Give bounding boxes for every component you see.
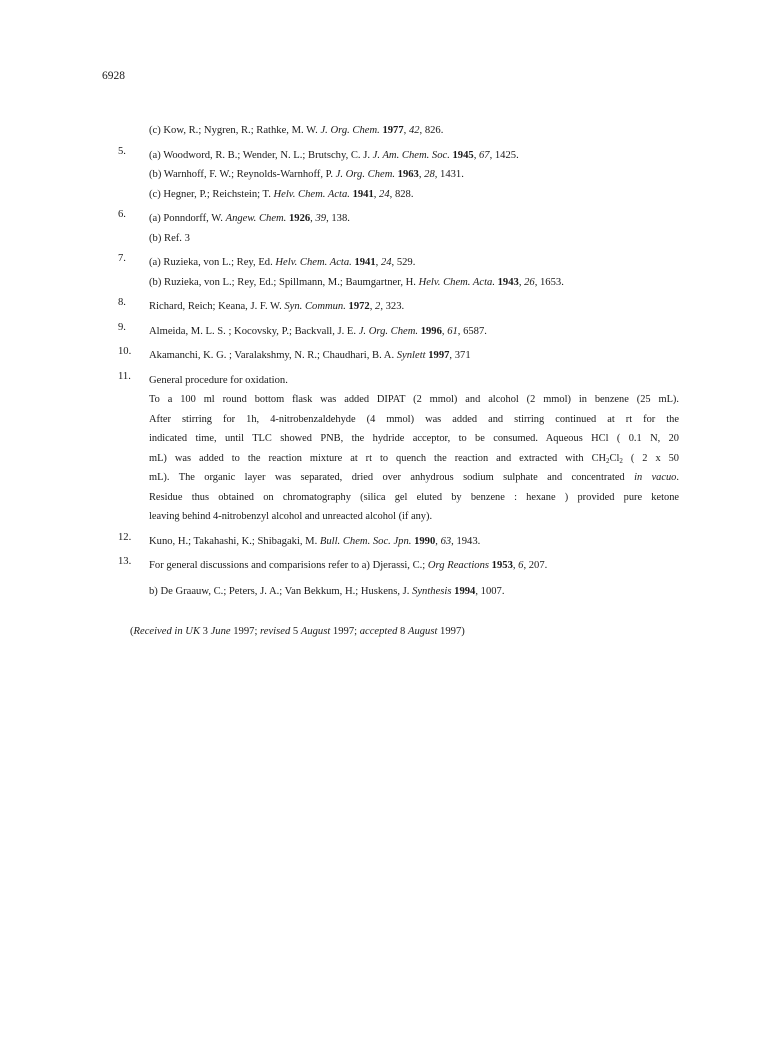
volume: 67 <box>478 149 490 161</box>
volume: 63 <box>440 535 452 547</box>
reference-item-13 <box>118 556 678 601</box>
paragraph-line: After stirring for 1h, 4-nitrobenzaldehyde (4 mmol) was added and stirring continued at rt for the <box>149 413 679 425</box>
revised-month: August <box>300 626 331 637</box>
reference-number: 12. <box>118 531 132 543</box>
reference-number: 8. <box>118 297 126 308</box>
reference-number: 13. <box>118 556 132 567</box>
year: 1926 <box>288 213 311 224</box>
volume: 28 <box>424 169 435 180</box>
year: 1994 <box>454 585 476 597</box>
reference-line: b) De Graauw, C.; Peters, J. A.; Van Bekkum, H.; Huskens, J. Synthesis 1994, 1007. <box>149 585 505 597</box>
reference-line: (c) Hegner, P.; Reichstein; T. Helv. Chem. Acta. 1941, 24, 828. <box>149 188 414 200</box>
revised-label: revised <box>260 626 291 637</box>
volume: 24 <box>379 188 390 200</box>
paragraph-line: Residue thus obtained on chromatography (silica gel eluted by benzene : hexane ) provided pure ketone <box>149 491 679 503</box>
reference-item-11 <box>118 371 678 527</box>
volume: 26 <box>524 276 535 288</box>
journal-name: Synthesis <box>412 585 452 597</box>
reference-line: (b) Ref. 3 <box>149 232 190 244</box>
reference-line: (a) Woodword, R. B.; Wender, N. L.; Brutschy, C. J. J. Am. Chem. Soc. 1945, 67, 1425. <box>149 149 519 161</box>
year: 1941 <box>352 188 374 200</box>
in-vacuo: in vacuo <box>634 472 677 483</box>
procedure-heading: General procedure for oxidation. <box>149 374 288 386</box>
paragraph-line: leaving behind 4-nitrobenzyl alcohol and unreacted alcohol (if any). <box>149 511 433 522</box>
year: 1943 <box>497 276 519 288</box>
reference-item-6 <box>118 209 678 248</box>
journal-name: J. Org. Chem. <box>320 125 380 136</box>
accepted-label: accepted <box>359 626 398 637</box>
paragraph-line: To a 100 ml round bottom flask was added DIPAT (2 mmol) and alcohol (2 mmol) in benzene (25 mL). <box>149 394 679 405</box>
reference-item-12 <box>118 532 678 552</box>
reference-number: 5. <box>118 145 126 157</box>
reference-number: 9. <box>118 321 126 333</box>
year: 1941 <box>354 257 376 268</box>
reference-line: Almeida, M. L. S. ; Kocovsky, P.; Backvall, J. E. J. Org. Chem. 1996, 61, 6587. <box>149 325 487 337</box>
reference-item-9 <box>118 322 678 342</box>
reference-list <box>118 121 678 601</box>
paragraph-line: mL) was added to the reaction mixture at rt to quench the reaction and extracted with $CH_2Cl_2$ ( 2 x 50 <box>149 452 680 465</box>
journal-name: Helv. Chem. Acta. <box>275 257 352 268</box>
volume: 42 <box>408 125 420 136</box>
reference-number: 7. <box>118 253 126 264</box>
reference-line: For general discussions and comparisions refer to a) Djerassi, C.; Org Reactions 1953, 6, 207. <box>149 560 548 571</box>
volume: 39 <box>315 213 327 224</box>
accepted-month: August <box>407 626 438 637</box>
reference-line: Akamanchi, K. G. ; Varalakshmy, N. R.; Chaudhari, B. A. Synlett 1997, 371 <box>149 350 471 361</box>
year: 1990 <box>414 535 436 547</box>
reference-number: 11. <box>118 370 131 382</box>
journal-name: Syn. Commun. <box>284 301 346 312</box>
page-number: 6928 <box>102 70 125 82</box>
journal-name: Helv. Chem. Acta. <box>418 276 495 288</box>
volume: 24 <box>380 257 392 268</box>
reference-line: Richard, Reich; Keana, J. F. W. Syn. Commun. 1972, 2, 323. <box>149 301 405 312</box>
reference-line: Kuno, H.; Takahashi, K.; Shibagaki, M. Bull. Chem. Soc. Jpn. 1990, 63, 1943. <box>149 535 481 547</box>
paragraph-line: mL). The organic layer was separated, dried over anhydrous sodium sulphate and concentrated in vacuo. <box>149 472 679 483</box>
journal-name: Org Reactions <box>427 560 490 571</box>
reference-item-4c <box>118 121 678 141</box>
reference-number: 10. <box>118 346 132 357</box>
procedure-paragraph <box>149 390 679 527</box>
reference-item-10 <box>118 346 678 366</box>
reference-line: (b) Ruzieka, von L.; Rey, Ed.; Spillmann, M.; Baumgartner, H. Helv. Chem. Acta. 1943, 26, 1653. <box>149 276 564 288</box>
journal-name: J. Org. Chem. <box>358 325 419 337</box>
volume: 2 <box>375 301 381 312</box>
journal-name: J. Org. Chem. <box>335 169 395 180</box>
subscript: 2 <box>619 456 623 465</box>
received-dates: (Received in UK 3 June 1997; revised 5 August 1997; accepted 8 August 1997) <box>130 626 465 637</box>
volume: 6 <box>518 560 524 571</box>
reference-number: 6. <box>118 209 126 220</box>
year: 1977 <box>382 125 404 136</box>
journal-name: J. Am. Chem. Soc. <box>372 149 450 161</box>
journal-name: Helv. Chem. Acta. <box>273 188 350 200</box>
volume: 61 <box>447 325 458 337</box>
year: 1972 <box>348 301 370 312</box>
year: 1996 <box>420 325 442 337</box>
reference-line: (b) Warnhoff, F. W.; Reynolds-Warnhoff, P. J. Org. Chem. 1963, 28, 1431. <box>149 169 464 180</box>
paragraph-line: indicated time, until TLC showed PNB, the hydride acceptor, to be consumed. Aqueous HCl ( 0.1 N, 20 <box>149 433 679 444</box>
reference-line: (a) Ruzieka, von L.; Rey, Ed. Helv. Chem. Acta. 1941, 24, 529. <box>149 257 416 268</box>
reference-item-5 <box>118 146 678 205</box>
year: 1997 <box>428 350 450 361</box>
reference-item-7 <box>118 253 678 292</box>
subscript: 2 <box>606 456 610 465</box>
received-month: June <box>210 626 231 637</box>
year: 1945 <box>452 149 474 161</box>
journal-name: Angew. Chem. <box>225 213 287 224</box>
year: 1953 <box>491 560 513 571</box>
reference-line: (a) Ponndorff, W. Angew. Chem. 1926, 39, 138. <box>149 213 350 224</box>
year: 1963 <box>397 169 419 180</box>
received-label: Received in UK <box>133 626 201 637</box>
reference-item-8 <box>118 297 678 317</box>
journal-name: Synlett <box>396 350 426 361</box>
reference-line: (c) Kow, R.; Nygren, R.; Rathke, M. W. J. Org. Chem. 1977, 42, 826. <box>149 125 444 136</box>
journal-name: Bull. Chem. Soc. Jpn. <box>319 535 412 547</box>
